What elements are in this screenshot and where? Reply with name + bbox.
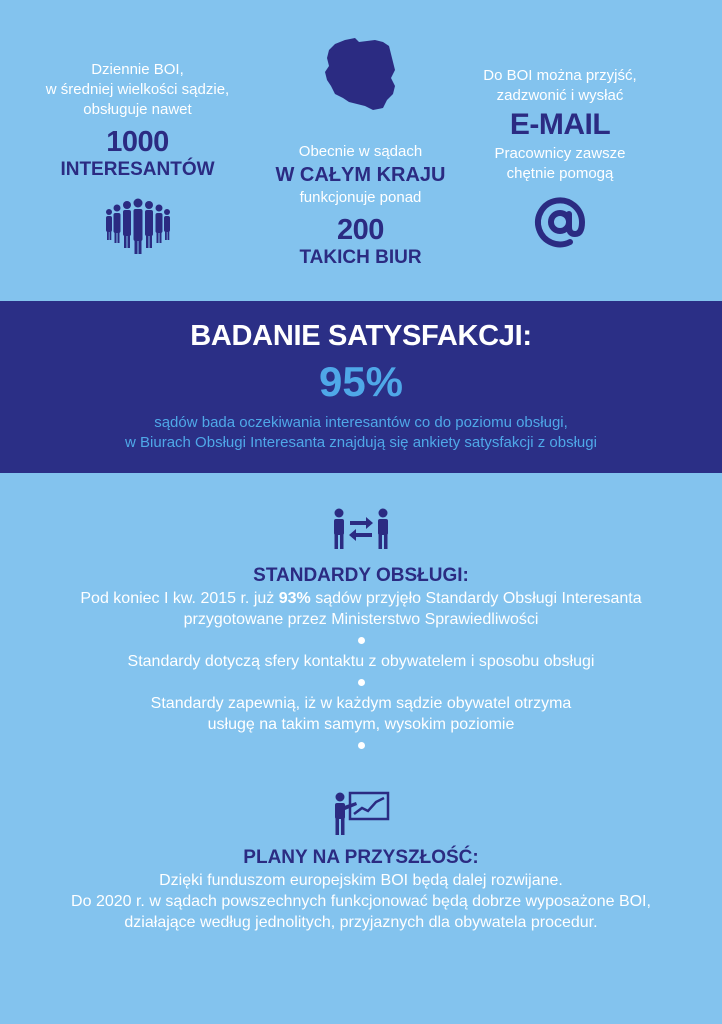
mid-line-1: Obecnie w sądach [298,143,423,160]
bullet-dot [358,679,365,686]
stat-contact-methods [460,66,660,250]
standards-section [0,508,722,756]
left-line-1: Dziennie BOI, [91,61,184,78]
survey-title: BADANIE SATYSFAKCJI: [190,320,532,352]
mid-label: TAKICH BIUR [299,247,422,268]
stat-offices-nationwide [258,36,463,270]
at-sign-icon [532,194,588,250]
left-label: INTERESANTÓW [60,159,215,180]
standards-p3-line2: usługę na takim samym, wysokim poziomie [207,716,515,733]
right-line-3: Pracownicy zawsze [494,145,626,162]
satisfaction-survey-band [0,301,722,473]
standards-title: STANDARDY OBSŁUGI: [253,565,469,586]
standards-p2: Standardy dotyczą sfery kontaktu z obywatelem i sposobu obsługi [127,653,595,670]
plans-line-2: Do 2020 r. w sądach powszechnych funkcjonować będą dobrze wyposażone BOI, [71,893,651,910]
left-line-3: obsługuje nawet [83,101,192,118]
left-number: 1000 [106,126,169,158]
right-line-1: Do BOI można przyjść, [483,67,637,84]
plans-line-3: działające według jednolitych, przyjaznych dla obywatela procedur. [124,914,598,931]
people-exchange-icon [332,508,390,550]
survey-percent: 95% [318,358,404,405]
people-group-icon [103,198,173,254]
plans-line-1: Dzięki funduszom europejskim BOI będą dalej rozwijane. [159,872,563,889]
presentation-chart-icon [332,790,390,836]
bullet-dot [358,637,365,644]
mid-line-2: funkcjonuje ponad [299,189,422,206]
bullet-dot [358,742,365,749]
right-line-4: chętnie pomogą [506,165,614,182]
poland-map-icon [321,36,401,114]
left-line-2: w średniej wielkości sądzie, [45,81,230,98]
survey-line-1: sądów bada oczekiwania interesantów co do poziomu obsługi, [154,414,568,431]
standards-p3-line1: Standardy zapewnią, iż w każdym sądzie obywatel otrzyma [150,695,572,712]
mid-highlight: W CAŁYM KRAJU [275,164,446,186]
right-line-2: zadzwonić i wysłać [496,87,624,104]
plans-section [0,790,722,933]
mid-number: 200 [337,214,384,246]
stat-daily-visitors [30,60,245,254]
standards-p1: Pod koniec I kw. 2015 r. już 93% sądów przyjęło Standardy Obsługi Interesanta [80,590,642,607]
right-highlight: E-MAIL [509,108,611,141]
plans-title: PLANY NA PRZYSZŁOŚĆ: [243,847,479,868]
survey-line-2: w Biurach Obsługi Interesanta znajdują się ankiety satysfakcji z obsługi [125,434,597,451]
standards-p1-line2: przygotowane przez Ministerstwo Sprawiedliwości [183,611,539,628]
